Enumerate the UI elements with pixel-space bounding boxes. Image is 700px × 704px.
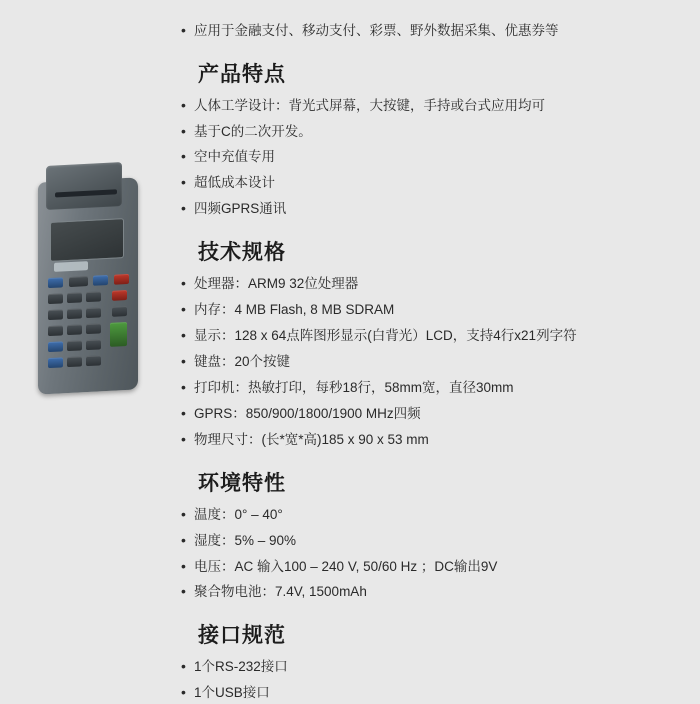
section-title: 接口规范: [198, 624, 286, 648]
section-environmental: [180, 467, 686, 604]
list-item: • GPRS：850/900/1800/1900 MHz四频: [180, 404, 686, 425]
key-enter: [86, 355, 101, 366]
section-interfaces: [180, 619, 686, 704]
key-dot: [86, 339, 101, 350]
key-1: [48, 293, 63, 304]
key-clear: [112, 306, 127, 317]
list-item: • 湿度：5% – 90%: [180, 531, 686, 552]
key-yes: [110, 322, 127, 347]
key-7: [48, 325, 63, 336]
pos-terminal-device: [38, 158, 144, 398]
key-alpha: [48, 341, 63, 352]
list-item: • 电压：AC 输入100 – 240 V, 50/60 Hz ；DC输出9V: [180, 557, 686, 578]
key-cancel: [112, 290, 127, 301]
interface-list: [180, 657, 686, 704]
environment-list: [180, 505, 686, 604]
lcd-screen: [50, 218, 124, 262]
list-item: • 物理尺寸：(长*宽*高)185 x 90 x 53 mm: [180, 430, 686, 451]
list-item: • 聚合物电池：7.4V, 1500mAh: [180, 582, 686, 603]
key-0: [67, 340, 82, 351]
list-item: • 打印机：热敏打印，每秒18行，58mm宽，直径30mm: [180, 378, 686, 399]
paper-slot: [55, 189, 117, 197]
section-title: 技术规格: [198, 241, 286, 265]
key-6: [86, 307, 101, 318]
key-func: [48, 357, 63, 368]
key-8: [67, 324, 82, 335]
list-item: • 显示：128 x 64点阵图形显示(白背光）LCD，支持4行x21列字符: [180, 326, 686, 347]
section-title: 产品特点: [198, 62, 286, 86]
printer-cover: [46, 162, 122, 210]
product-image-area: [0, 0, 170, 700]
section-technical-specs: [180, 236, 686, 450]
list-item: • 四频GPRS通讯: [180, 199, 686, 220]
list-item: • 内存：4 MB Flash, 8 MB SDRAM: [180, 300, 686, 321]
key-9: [86, 323, 101, 334]
list-item: • 超低成本设计: [180, 173, 686, 194]
key-esc: [114, 274, 129, 285]
list-item: • 温度：0° – 40°: [180, 505, 686, 526]
section-title: 环境特性: [198, 471, 286, 495]
key-5: [67, 308, 82, 319]
key-3: [86, 291, 101, 302]
list-item: • 空中充值专用: [180, 147, 686, 168]
key-ok: [69, 276, 88, 287]
spec-list: [180, 274, 686, 450]
keypad: [46, 274, 132, 379]
key-ce: [67, 356, 82, 367]
brand-logo: [54, 261, 88, 272]
list-item: • 人体工学设计：背光式屏幕，大按键，手持或台式应用均可: [180, 96, 686, 117]
section-product-features: [180, 58, 686, 221]
list-item: • 1个USB接口: [180, 683, 686, 704]
key-4: [48, 309, 63, 320]
list-item: • 处理器：ARM9 32位处理器: [180, 274, 686, 295]
list-item: • 键盘：20个按键: [180, 352, 686, 373]
spec-content: [170, 0, 700, 700]
key-up: [48, 277, 63, 288]
feature-list: [180, 96, 686, 221]
key-2: [67, 292, 82, 303]
list-item: • 基于C的二次开发。: [180, 122, 686, 143]
key-down: [93, 275, 108, 286]
intro-text: • 应用于金融支付、移动支付、彩票、野外数据采集、优惠券等: [180, 20, 686, 42]
list-item: • 1个RS-232接口: [180, 657, 686, 678]
